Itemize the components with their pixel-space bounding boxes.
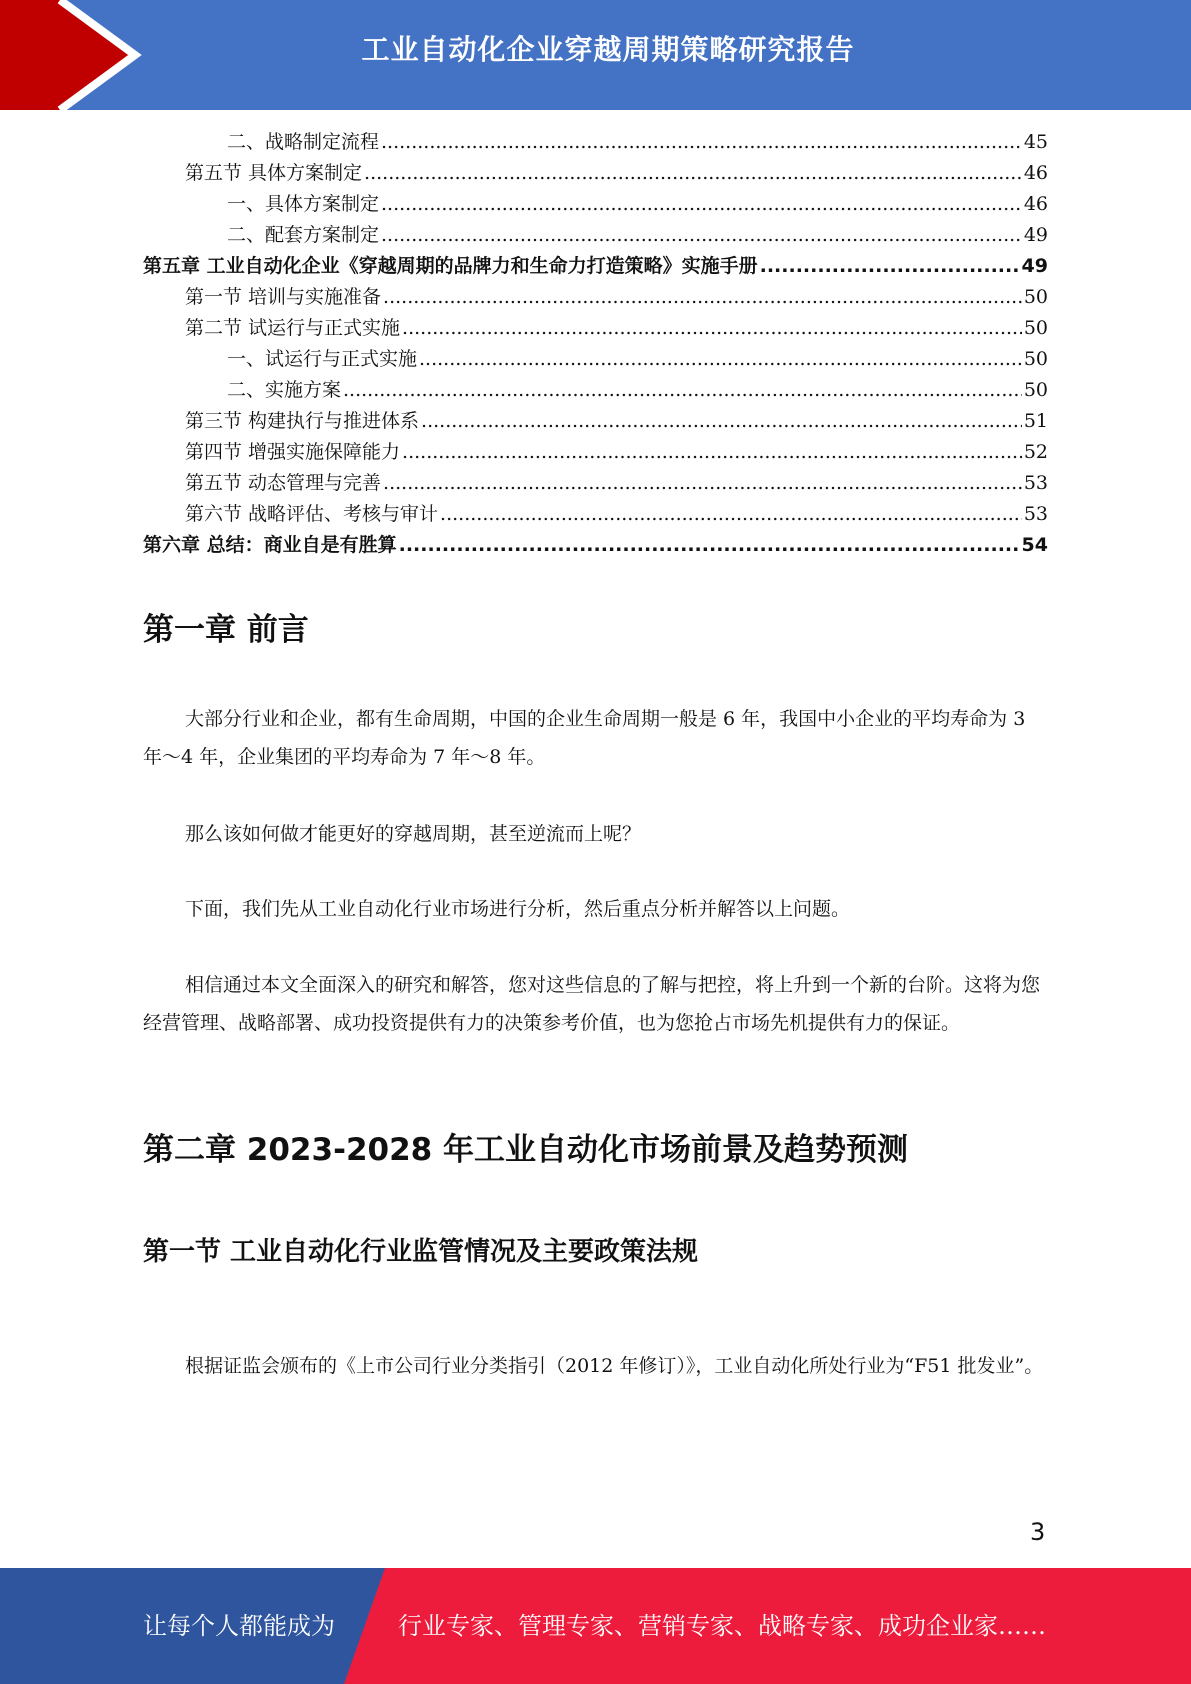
toc-entry-title: 二、配套方案制定 <box>227 224 380 246</box>
toc-dot-leader <box>440 499 1022 530</box>
toc-entry[interactable] <box>143 375 1048 406</box>
toc-entry[interactable] <box>143 220 1048 251</box>
toc-entry-page: 46 <box>1023 193 1048 215</box>
toc-entry-page: 53 <box>1023 472 1048 494</box>
toc-entry[interactable] <box>143 344 1048 375</box>
toc-dot-leader <box>760 251 1020 282</box>
toc-dot-leader <box>343 375 1022 406</box>
toc-entry[interactable] <box>143 437 1048 468</box>
toc-entry-title: 第三节 构建执行与推进体系 <box>185 410 420 432</box>
toc-entry-page: 50 <box>1023 379 1048 401</box>
toc-entry-title: 第一节 培训与实施准备 <box>185 286 382 308</box>
toc-entry-title: 第五章 工业自动化企业《穿越周期的品牌力和生命力打造策略》实施手册 <box>143 255 758 277</box>
toc-entry-title: 二、战略制定流程 <box>227 131 380 153</box>
toc-entry[interactable] <box>143 189 1048 220</box>
page-footer <box>0 1568 1191 1684</box>
toc-entry-title: 第六节 战略评估、考核与审计 <box>185 503 439 525</box>
toc-entry[interactable] <box>143 406 1048 437</box>
toc-entry-title: 一、具体方案制定 <box>227 193 380 215</box>
toc-entry-page: 51 <box>1023 410 1048 432</box>
toc-entry[interactable] <box>143 158 1048 189</box>
toc-entry[interactable] <box>143 468 1048 499</box>
toc-dot-leader <box>383 468 1022 499</box>
toc-dot-leader <box>364 158 1022 189</box>
toc-entry-title: 一、试运行与正式实施 <box>227 348 418 370</box>
toc-entry[interactable] <box>143 127 1048 158</box>
toc-entry-page: 54 <box>1021 534 1048 556</box>
chapter-1-heading: 第一章 前言 <box>143 612 309 648</box>
toc-entry[interactable] <box>143 282 1048 313</box>
toc-entry[interactable] <box>143 530 1048 561</box>
chapter-2-heading: 第二章 2023-2028 年工业自动化市场前景及趋势预测 <box>143 1132 909 1168</box>
toc-dot-leader <box>421 406 1022 437</box>
toc-entry-page: 50 <box>1023 317 1048 339</box>
chapter-1-paragraph-1: 大部分行业和企业，都有生命周期，中国的企业生命周期一般是 6 年，我国中小企业的平均寿命为 3 年～4 年，企业集团的平均寿命为 7 年～8 年。 <box>143 708 1026 768</box>
toc-entry-page: 50 <box>1023 348 1048 370</box>
page-number: 3 <box>1030 1518 1046 1546</box>
table-of-contents <box>143 127 1048 561</box>
section-1-paragraph: 根据证监会颁布的《上市公司行业分类指引（2012 年修订）》，工业自动化所处行业为“F51 批发业”。 <box>185 1355 1044 1377</box>
toc-entry[interactable] <box>143 313 1048 344</box>
toc-entry-page: 49 <box>1023 224 1048 246</box>
page-header <box>0 0 1191 110</box>
toc-dot-leader <box>381 189 1022 220</box>
toc-entry-page: 53 <box>1023 503 1048 525</box>
toc-entry-page: 45 <box>1023 131 1048 153</box>
footer-slogan-left: 让每个人都能成为 <box>143 1612 335 1640</box>
toc-entry-title: 第五节 动态管理与完善 <box>185 472 382 494</box>
toc-dot-leader <box>383 282 1022 313</box>
toc-entry-page: 52 <box>1023 441 1048 463</box>
toc-dot-leader <box>402 437 1022 468</box>
toc-entry-page: 50 <box>1023 286 1048 308</box>
toc-entry-page: 49 <box>1021 255 1048 277</box>
report-title: 工业自动化企业穿越周期策略研究报告 <box>361 33 855 66</box>
toc-dot-leader <box>419 344 1022 375</box>
toc-dot-leader <box>402 313 1022 344</box>
toc-dot-leader <box>381 127 1022 158</box>
chapter-1-paragraph-2: 那么该如何做才能更好的穿越周期，甚至逆流而上呢？ <box>185 823 642 845</box>
section-1-heading: 第一节 工业自动化行业监管情况及主要政策法规 <box>143 1237 699 1267</box>
chapter-1-paragraph-4: 相信通过本文全面深入的研究和解答，您对这些信息的了解与把控，将上升到一个新的台阶。这将为您经营管理、战略部署、成功投资提供有力的决策参考价值，也为您抢占市场先机提供有力的保证。 <box>143 974 1041 1034</box>
toc-entry-title: 第六章 总结：商业自是有胜算 <box>143 534 397 556</box>
chapter-1-paragraph-3: 下面，我们先从工业自动化行业市场进行分析，然后重点分析并解答以上问题。 <box>185 898 851 920</box>
toc-entry-page: 46 <box>1023 162 1048 184</box>
footer-slogan-right: 行业专家、管理专家、营销专家、战略专家、成功企业家…… <box>398 1612 1046 1640</box>
toc-entry[interactable] <box>143 251 1048 282</box>
toc-entry-title: 二、实施方案 <box>227 379 342 401</box>
toc-entry-title: 第二节 试运行与正式实施 <box>185 317 401 339</box>
toc-entry-title: 第四节 增强实施保障能力 <box>185 441 401 463</box>
toc-dot-leader <box>381 220 1022 251</box>
toc-dot-leader <box>399 530 1020 561</box>
toc-entry-title: 第五节 具体方案制定 <box>185 162 363 184</box>
toc-entry[interactable] <box>143 499 1048 530</box>
